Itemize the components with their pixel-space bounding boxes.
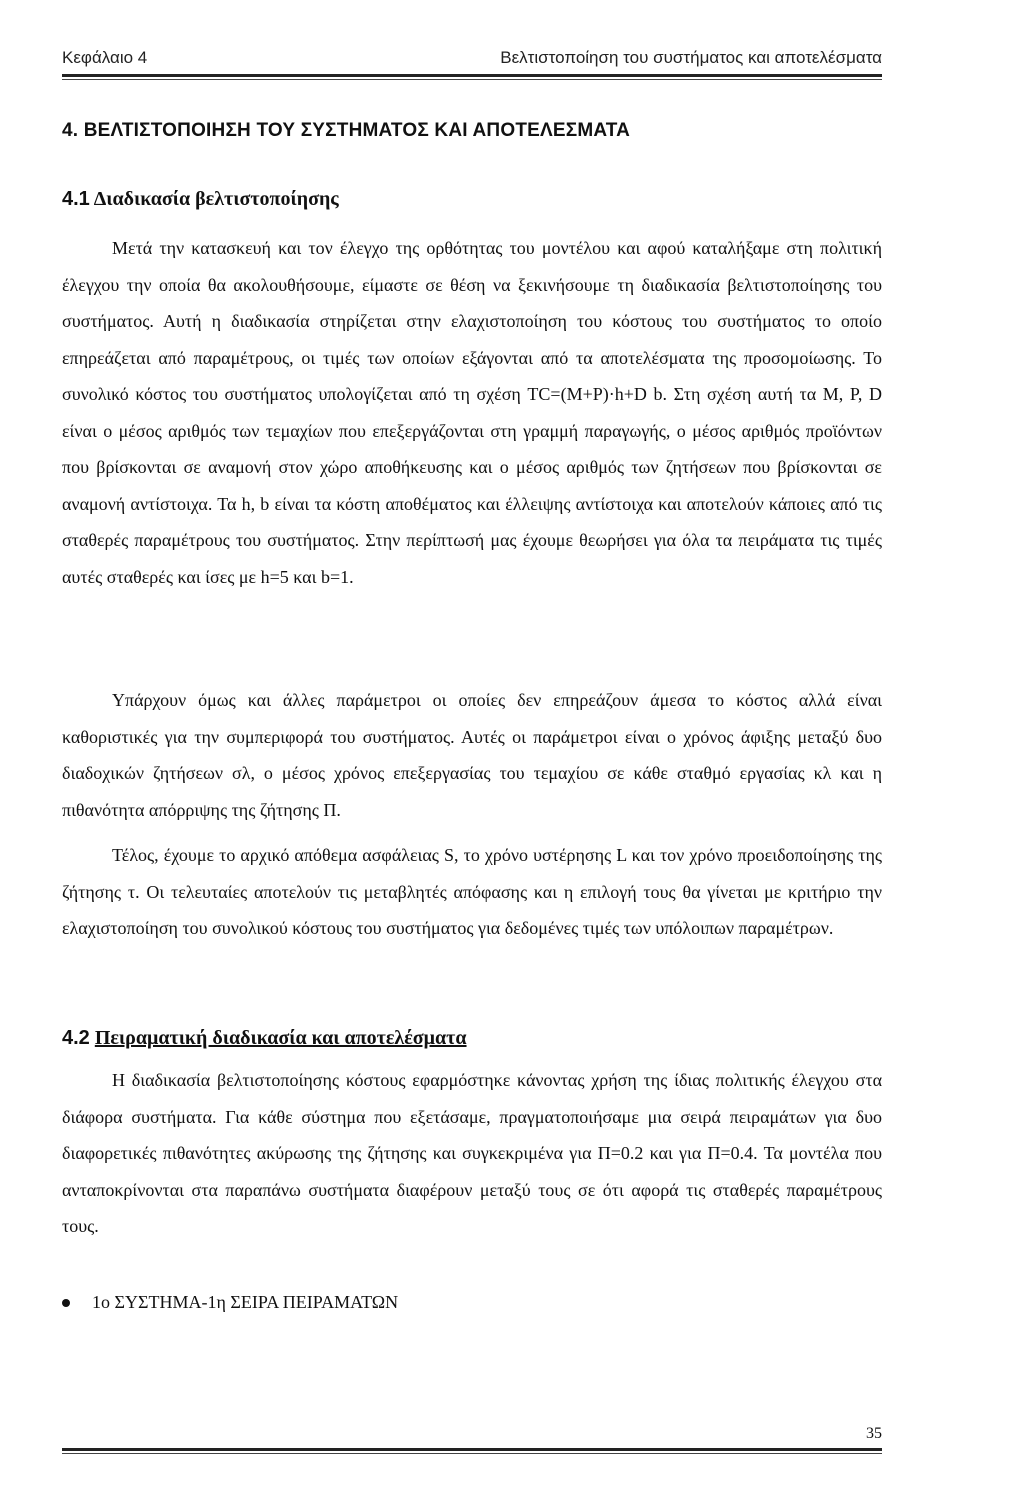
section-title: Πειραματική διαδικασία και αποτελέσματα <box>94 1027 467 1049</box>
bullet-item <box>62 1292 398 1313</box>
header-rule <box>62 74 882 77</box>
paragraph: Μετά την κατασκευή και τον έλεγχο της ορθότητας του μοντέλου και αφού καταλήξαμε στη πολιτική έλεγχου την οποία θα ακολουθήσουμε, είμαστε σε θέση να ξεκινήσουμε τη διαδικασία βελτιστοποίησης του συστήματος. Αυτή η διαδικασία στηρίζεται στην ελαχιστοποίηση του κόστους του συστήματος το οποίο επηρεάζεται από παραμέτρους, οι τιμές των οποίων εξάγονται από τα αποτελέσματα της προσομοίωσης. Το συνολικό κόστος του συστήματος υπολογίζεται από τη σχέση TC=(M+P)·h+D b. Στη σχέση αυτή τα M, P, D είναι ο μέσος αριθμός των τεμαχίων που επεξεργάζονται στη γραμμή παραγωγής, ο μέσος αριθμός προϊόντων που βρίσκονται σε αναμονή στον χώρο αποθήκευσης και ο μέσος αριθμός των ζητήσεων που βρίσκονται σε αναμονή αντίστοιχα. Τα h, b είναι τα κόστη αποθέματος και έλλειψης αντίστοιχα και αποτελούν κάποιες από τις σταθερές παραμέτρους του συστήματος. Στην περίπτωσή μας έχουμε θεωρήσει για όλα τα πειράματα τις τιμές αυτές σταθερές και ίσες με h=5 και b=1. <box>62 238 882 587</box>
footer-rule-thin <box>62 1453 882 1454</box>
footer-rule <box>62 1448 882 1451</box>
paragraph: Η διαδικασία βελτιστοποίησης κόστους εφαρμόστηκε κάνοντας χρήση της ίδιας πολιτικής έλεγχου στα διάφορα συστήματα. Για κάθε σύστημα που εξετάσαμε, πραγματοποιήσαμε μια σειρά πειραμάτων για δυο διαφορετικές πιθανότητες ακύρωσης της ζήτησης και συγκεκριμένα για Π=0.2 και για Π=0.4. Τα μοντέλα που ανταποκρίνονται στα παραπάνω συστήματα διαφέρουν μεταξύ τους σε ότι αφορά τις σταθερές παραμέτρους τους. <box>62 1070 882 1236</box>
section-number: 4.2 <box>62 1027 90 1049</box>
paragraph: Υπάρχουν όμως και άλλες παράμετροι οι οποίες δεν επηρεάζουν άμεσα το κόστος αλλά είναι καθοριστικές για την συμπεριφορά του συστήματος. Αυτές οι παράμετροι είναι ο χρόνος άφιξης μεταξύ δυο διαδοχικών ζητήσεων σλ, ο μέσος χρόνος επεξεργασίας του τεμαχίου σε κάθε σταθμό εργασίας κλ και η πιθανότητα απόρριψης της ζήτησης Π. <box>62 690 882 820</box>
bullet-text: 1ο ΣΥΣΤΗΜΑ-1η ΣΕΙΡΑ ΠΕΙΡΑΜΑΤΩΝ <box>92 1292 399 1312</box>
header-rule-thin <box>62 79 882 80</box>
paragraph: Τέλος, έχουμε το αρχικό απόθεμα ασφάλειας S, το χρόνο υστέρησης L και τον χρόνο προειδοποίησης της ζήτησης τ. Οι τελευταίες αποτελούν τις μεταβλητές απόφασης και η επιλογή τους θα γίνεται με κριτήριο την ελαχιστοποίηση του συνολικού κόστους του συστήματος για δεδομένες τιμές των υπόλοιπων παραμέτρων. <box>62 845 882 938</box>
section-4-2-heading <box>62 1027 467 1050</box>
page-number: 35 <box>866 1425 882 1442</box>
section-number: 4.1 <box>62 188 90 210</box>
chapter-title: 4. ΒΕΛΤΙΣΤΟΠΟΙΗΣΗ ΤΟΥ ΣΥΣΤΗΜΑΤΟΣ ΚΑΙ ΑΠΟΤΕΛΕΣΜΑΤΑ <box>62 120 631 141</box>
bullet-icon <box>62 1299 70 1307</box>
header-chapter: Κεφάλαιο 4 <box>62 48 148 67</box>
header-title: Βελτιστοποίηση του συστήματος και αποτελέσματα <box>500 48 882 67</box>
section-4-1-heading <box>62 188 339 211</box>
section-title: Διαδικασία βελτιστοποίησης <box>93 188 339 210</box>
